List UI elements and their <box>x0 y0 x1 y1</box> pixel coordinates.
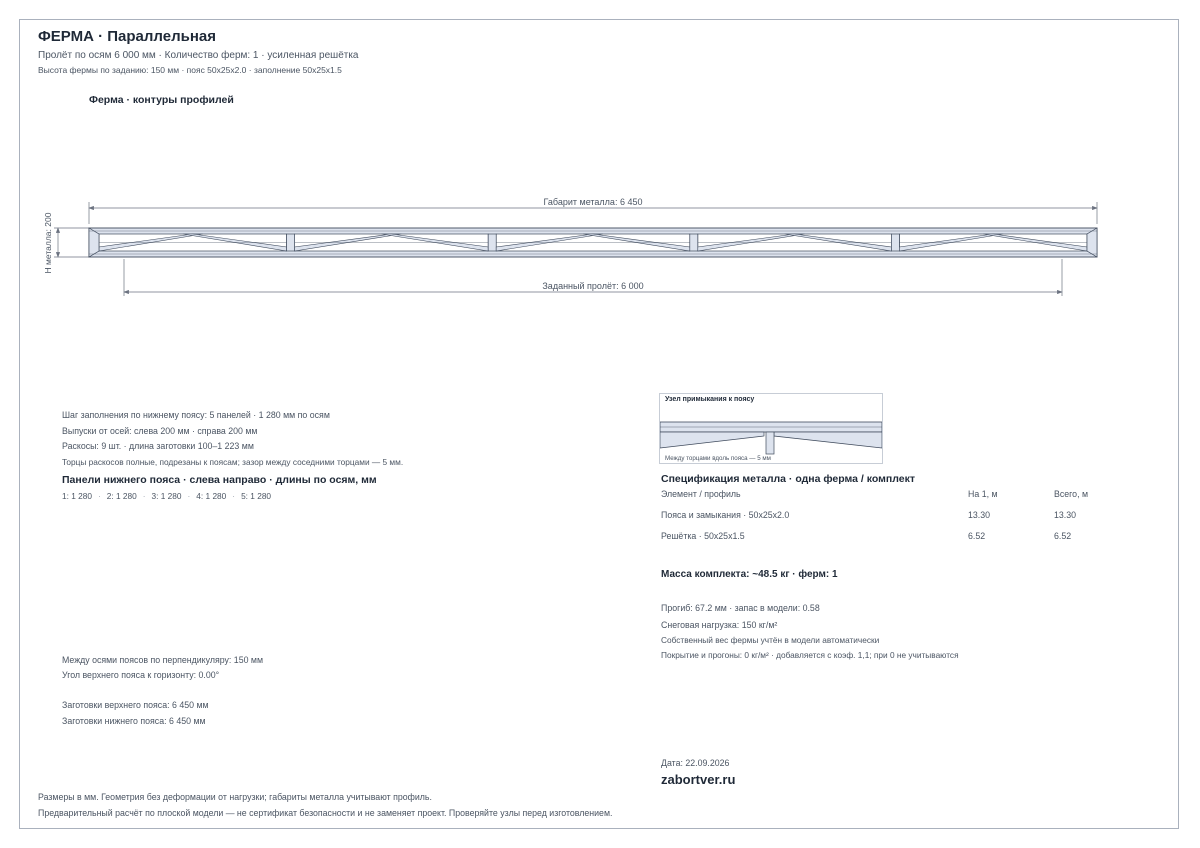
panel-separator: · <box>232 491 236 501</box>
spec-row <box>661 510 1114 531</box>
note-blanks-bottom: Заготовки нижнего пояса: 6 450 мм <box>62 716 206 726</box>
span-dim-label: Заданный пролёт: 6 000 <box>542 281 644 291</box>
panel-length-item: 2: 1 280 <box>106 491 137 501</box>
subtitle-span: Пролёт по осям 6 000 мм · Количество ферм: 1 · усиленная решётка <box>38 50 359 61</box>
vertical-post <box>690 234 698 251</box>
spec-heading: Спецификация металла · одна ферма / комплект <box>661 473 916 485</box>
date-label: Дата: 22.09.2026 <box>661 758 730 768</box>
spec-table <box>661 489 1114 552</box>
spec-cell-total: 6.52 <box>1054 531 1072 541</box>
panels-list <box>62 491 271 501</box>
panel-length-item: 3: 1 280 <box>151 491 182 501</box>
inset-vertical <box>766 432 774 454</box>
inset-note: Между торцами вдоль пояса — 5 мм <box>665 455 771 462</box>
spec-cell-element: Решётка · 50x25x1.5 <box>661 531 745 541</box>
spec-col-per-one: На 1, м <box>968 489 998 499</box>
note-step: Шаг заполнения по нижнему поясу: 5 панелей · 1 280 мм по осям <box>62 410 330 420</box>
spec-header-row <box>661 489 1114 510</box>
spec-cell-total: 13.30 <box>1054 510 1077 520</box>
node-detail-drawing <box>660 394 882 463</box>
inset-title: Узел примыкания к поясу <box>665 396 755 403</box>
panels-heading: Панели нижнего пояса · слева направо · длины по осям, мм <box>62 474 377 486</box>
drawing-caption: Ферма · контуры профилей <box>89 94 234 106</box>
spec-cell-per-one: 13.30 <box>968 510 991 520</box>
footer-note-2: Предварительный расчёт по плоской модели — не сертификат безопасности и не заменяет проект. Проверяйте узлы перед изготовлением. <box>38 808 613 818</box>
spec-col-total: Всего, м <box>1054 489 1089 499</box>
spec-mass: Масса комплекта: ~48.5 кг · ферм: 1 <box>661 569 838 580</box>
vertical-post <box>287 234 295 251</box>
site-name: zabortver.ru <box>661 772 736 787</box>
note-overhangs: Выпуски от осей: слева 200 мм · справа 200 мм <box>62 426 258 436</box>
note-ends: Торцы раскосов полные, подрезаны к поясам; зазор между соседними торцами — 5 мм. <box>62 457 404 467</box>
panel-length-item: 5: 1 280 <box>241 491 272 501</box>
panel-separator: · <box>142 491 146 501</box>
truss-drawing <box>0 0 1200 320</box>
panel-separator: · <box>187 491 191 501</box>
load-deflection: Прогиб: 67.2 мм · запас в модели: 0.58 <box>661 603 820 613</box>
vertical-post <box>891 234 899 251</box>
note-angle: Угол верхнего пояса к горизонту: 0.00° <box>62 670 220 680</box>
spec-row <box>661 531 1114 552</box>
height-dim-label: H металла: 200 <box>43 212 53 274</box>
overall-dim-label: Габарит металла: 6 450 <box>543 197 643 207</box>
panel-length-item: 4: 1 280 <box>196 491 227 501</box>
spec-cell-per-one: 6.52 <box>968 531 986 541</box>
panel-separator: · <box>98 491 101 501</box>
spec-cell-element: Пояса и замыкания · 50x25x2.0 <box>661 510 790 520</box>
note-braces: Раскосы: 9 шт. · длина заготовки 100–1 223 мм <box>62 441 254 451</box>
spec-col-element: Элемент / профиль <box>661 489 741 499</box>
load-roofing: Покрытие и прогоны: 0 кг/м² · добавляется с коэф. 1,1; при 0 не учитываются <box>661 650 959 660</box>
inset-brace-right <box>774 432 882 448</box>
inset-brace-left <box>660 432 764 448</box>
footer-note-1: Размеры в мм. Геометрия без деформации от нагрузки; габариты металла учитывают профиль. <box>38 792 432 802</box>
subtitle-profiles: Высота фермы по заданию: 150 мм · пояс 50x25x2.0 · заполнение 50x25x1.5 <box>38 65 342 75</box>
node-detail-inset <box>659 393 883 464</box>
load-snow: Снеговая нагрузка: 150 кг/м² <box>661 620 778 630</box>
note-axes-distance: Между осями поясов по перпендикуляру: 150 мм <box>62 655 264 665</box>
truss-body <box>89 228 1097 257</box>
page-title: ФЕРМА · Параллельная <box>38 28 217 45</box>
vertical-post <box>488 234 496 251</box>
load-self-weight: Собственный вес фермы учтён в модели автоматически <box>661 635 880 645</box>
note-blanks-top: Заготовки верхнего пояса: 6 450 мм <box>62 700 209 710</box>
panel-length-item: 1: 1 280 <box>62 491 92 501</box>
